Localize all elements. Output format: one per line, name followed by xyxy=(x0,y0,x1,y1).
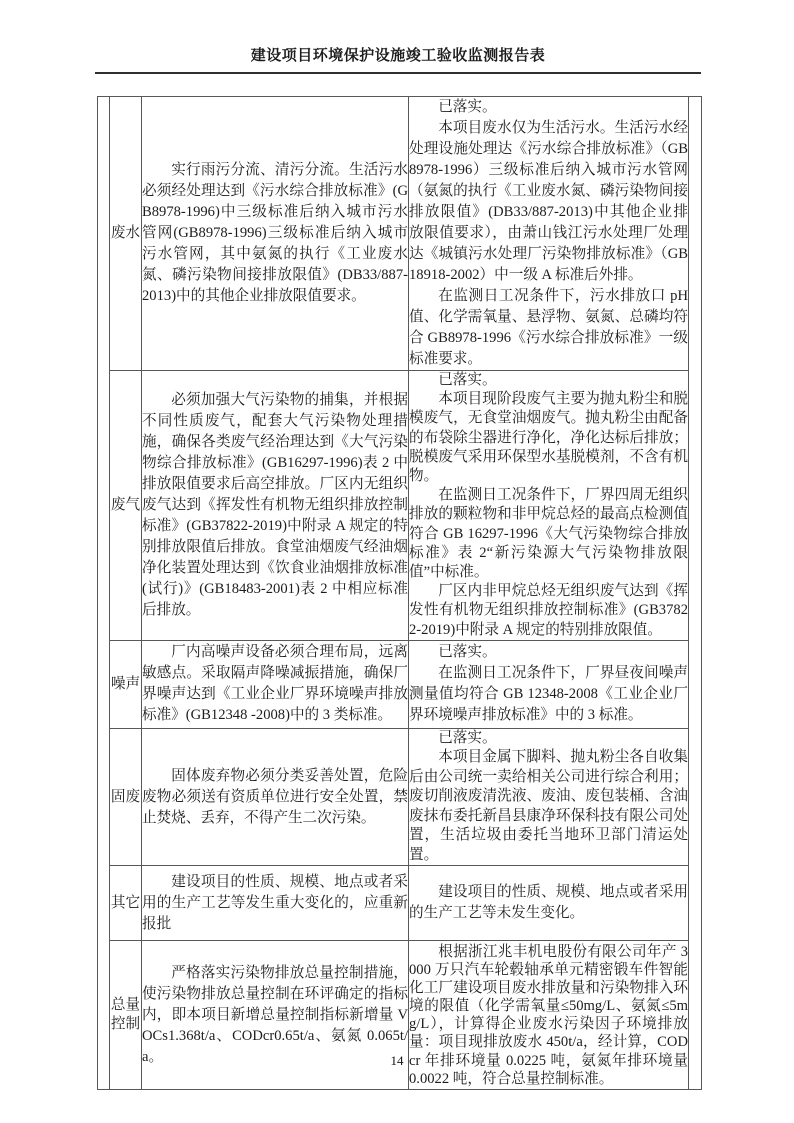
right-margin-column xyxy=(689,97,702,1090)
table-row-noise xyxy=(98,640,702,728)
page-number: 14 xyxy=(390,1053,404,1068)
requirement-text: 实行雨污分流、清污分流。生活污水必须经处理达到《污水综合排放标准》(GB8978-1996)中三级标准后纳入城市污水管网(GB8978-1996)三级标准后纳入城市污水管网，其中氨氮的执行《工业废水氮、磷污染物间接排放限值》(DB33/887-2013)中的其他企业排放限值要求。 xyxy=(142,162,408,304)
requirement-text: 固体废弃物必须分类妥善处置，危险废物必须送有资质单位进行安全处置，禁止焚烧、丢弃，不得产生二次污染。 xyxy=(142,767,408,826)
row-label-wastewater: 废水 xyxy=(110,97,142,371)
table-row-solid-waste xyxy=(98,728,702,866)
requirement-text: 厂内高噪声设备必须合理布局，远离敏感点。采取隔声降噪减振措施，确保厂界噪声达到《工业企业厂界环境噪声排放标准》(GB12348 -2008)中的 3 类标准。 xyxy=(142,644,408,724)
row-label-other: 其它 xyxy=(110,866,142,941)
status-cell-wastewater xyxy=(409,97,689,371)
status-cell-waste-gas xyxy=(409,371,689,641)
status-text: 本项目金属下脚料、抛丸粉尘各自收集后由公司统一卖给相关公司进行综合利用；废切削液废清洗液、废油、废包装桶、含油废抹布委托新昌县康净环保科技有限公司处置，生活垃圾由委托当地环卫部门清运处置。 xyxy=(409,749,688,863)
document-title: 建设项目环境保护设施竣工验收监测报告表 xyxy=(95,44,701,74)
table-row-wastewater xyxy=(98,97,702,371)
requirement-cell-noise xyxy=(142,640,409,728)
status-text: 厂区内非甲烷总烃无组织废气达到《挥发性有机物无组织排放控制标准》(GB37822-2019)中附录 A 规定的特别排放限值。 xyxy=(409,583,688,638)
status-text: 在监测日工况条件下，污水排放口 pH 值、化学需氧量、悬浮物、氨氮、总磷均符合 GB8978-1996《污水综合排放标准》一级标准要求。 xyxy=(409,288,688,367)
requirement-cell-wastewater xyxy=(142,97,409,371)
row-label-solid-waste: 固废 xyxy=(110,728,142,866)
requirement-text: 建设项目的性质、规模、地点或者采用的生产工艺等发生重大变化的，应重新报批 xyxy=(142,873,408,932)
table-row-waste-gas xyxy=(98,371,702,641)
row-label-noise: 噪声 xyxy=(110,640,142,728)
status-cell-solid-waste xyxy=(409,728,689,866)
requirement-text: 必须加强大气污染物的捕集，并根据不同性质废气，配套大气污染物处理措施，确保各类废气经治理达到《大气污染物综合排放标准》(GB16297-1996)表 2 中排放限值要求后高空排放。厂区内无组织废气达到《挥发性有机物无组织排放控制标准》(GB37822-2019)中附录 A 规定的特别排放限值后排放。食堂油烟废气经油烟净化装置处理达到《饮食业油烟排放标准(试行)》(GB18483-2001)表 2 中相应标准后排放。 xyxy=(142,391,408,618)
requirement-text: 严格落实污染物排放总量控制措施，使污染物排放总量控制在环评确定的指标内，即本项目新增总量控制指标新增量 VOCs1.368t/a、CODcr0.65t/a、氨氮 0.065t/a。 xyxy=(142,964,408,1065)
status-text: 已落实。 xyxy=(438,99,497,115)
requirement-cell-waste-gas xyxy=(142,371,409,641)
table-row-other xyxy=(98,866,702,941)
left-margin-column xyxy=(98,97,110,1090)
requirement-cell-solid-waste xyxy=(142,728,409,866)
status-text: 已落实。 xyxy=(438,644,497,661)
row-label-total-control: 总量控制 xyxy=(110,941,142,1090)
status-text: 已落实。 xyxy=(438,372,497,388)
status-text: 本项目现阶段废气主要为抛丸粉尘和脱模废气，无食堂油烟废气。抛丸粉尘由配备的布袋除尘器进行净化，净化达标后排放；脱模废气采用环保型水基脱模剂，不含有机物。 xyxy=(409,391,688,485)
status-text: 在监测日工况条件下，厂界四周无组织排放的颗粒物和非甲烷总烃的最高点检测值符合 GB 16297-1996《大气污染物综合排放标准》表 2“新污染源大气污染物排放限值”中标准。 xyxy=(409,487,688,581)
status-text: 根据浙江兆丰机电股份有限公司年产 3000 万只汽车轮毂轴承单元精密锻车件智能化工厂建设项目废水排放量和污染物排入环境的限值（化学需氧量≤50mg/L、氨氮≤5mg/L），计算得企业废水污染因子环境排放量：项目现排放废水 450t/a，经计算，CODcr 年排环境量 0.0225 吨，氨氮年排环境量 0.0022 吨，符合总量控制标准。 xyxy=(409,943,688,1087)
acceptance-report-table xyxy=(97,96,702,1090)
status-cell-other xyxy=(409,866,689,941)
status-cell-noise xyxy=(409,640,689,728)
status-text: 在监测日工况条件下，厂界昼夜间噪声测量值均符合 GB 12348-2008《工业企业厂界环境噪声排放标准》中的 3 标准。 xyxy=(409,665,688,724)
status-text: 本项目废水仅为生活污水。生活污水经处理设施处理达《污水综合排放标准》（GB8978-1996）三级标准后纳入城市污水管网（氨氮的执行《工业废水氮、磷污染物间接排放限值》(DB33/887-2013)中其他企业排放限值要求），由萧山钱江污水处理厂处理达《城镇污水处理厂污染物排放标准》（GB18918-2002）中一级 A 标准后外排。 xyxy=(409,120,688,283)
status-text: 已落实。 xyxy=(438,729,497,746)
requirement-cell-other xyxy=(142,866,409,941)
row-label-waste-gas: 废气 xyxy=(110,371,142,641)
status-text: 建设项目的性质、规模、地点或者采用的生产工艺等未发生变化。 xyxy=(409,884,688,922)
